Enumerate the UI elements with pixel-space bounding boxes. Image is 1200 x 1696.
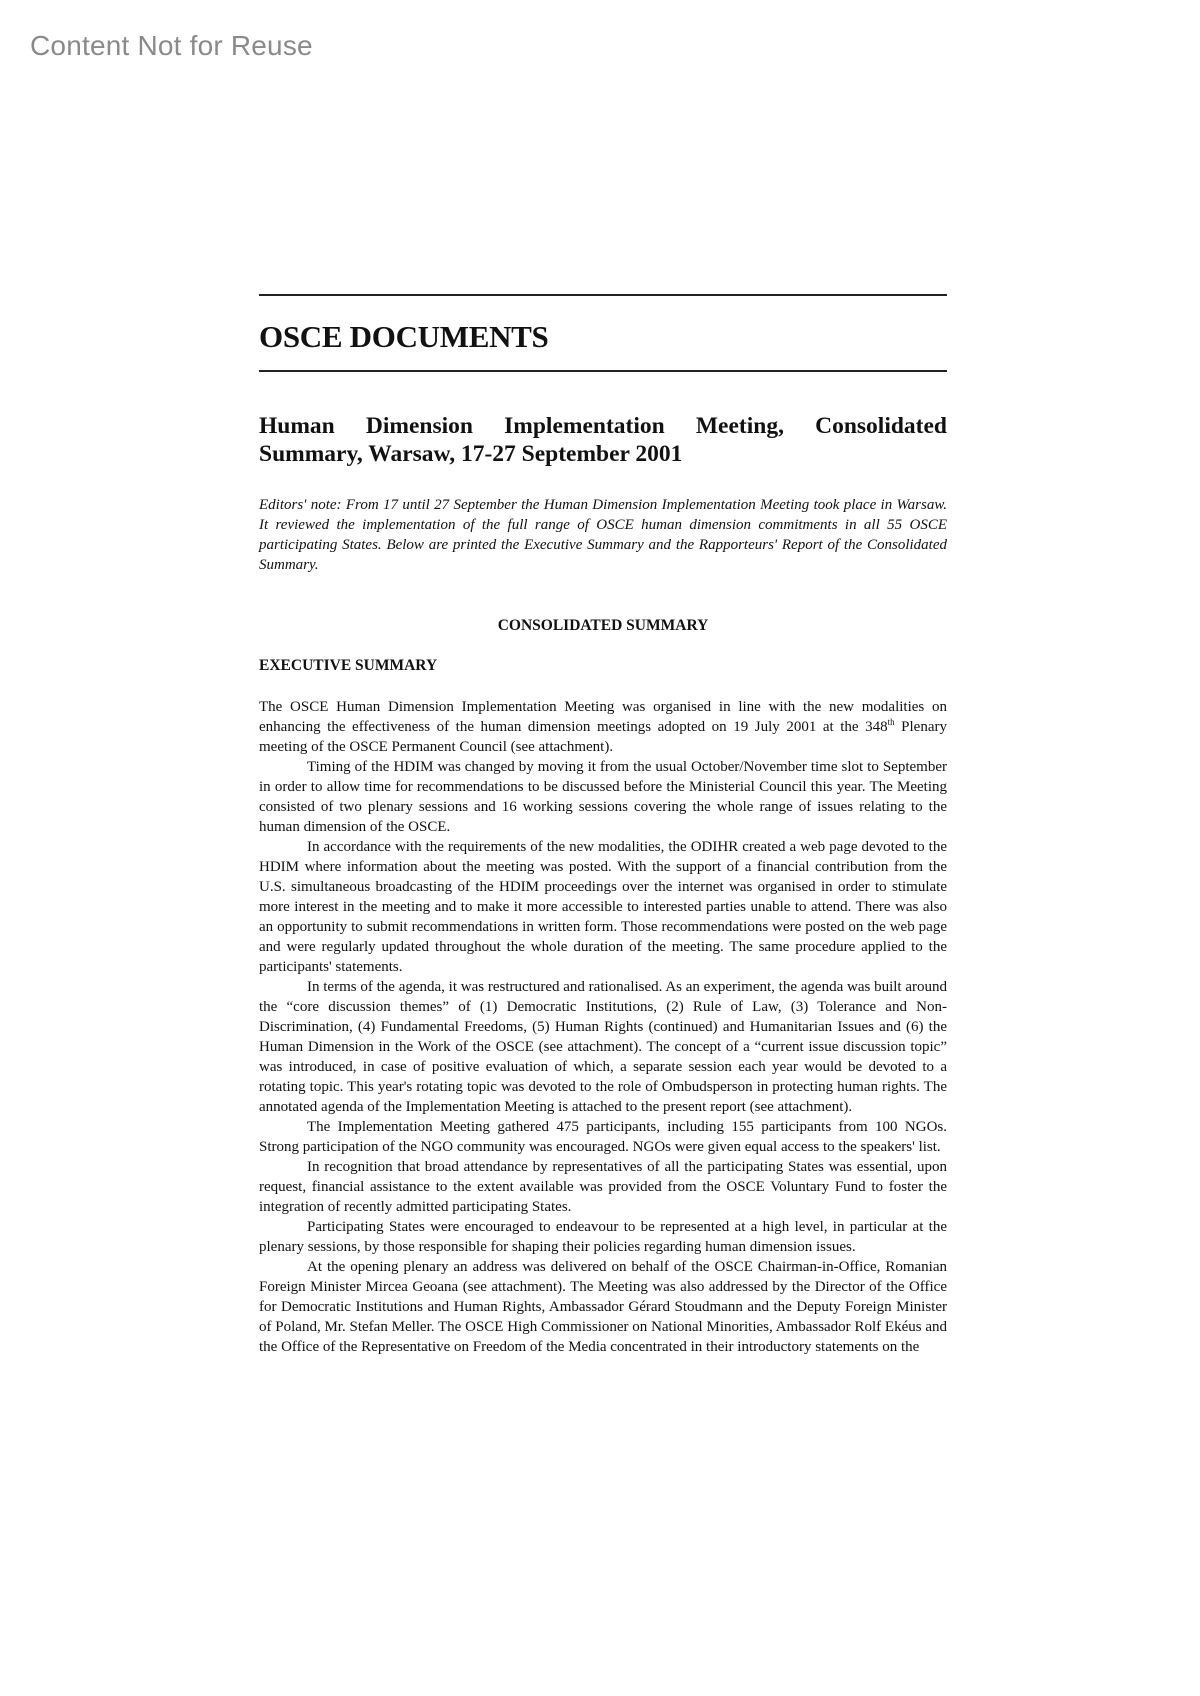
ordinal-suffix: th	[887, 717, 895, 727]
executive-summary-heading: EXECUTIVE SUMMARY	[259, 657, 438, 674]
paragraph-1	[259, 697, 947, 757]
consolidated-summary-heading: CONSOLIDATED SUMMARY	[497, 617, 709, 634]
bottom-rule	[259, 370, 947, 372]
paragraph-1-text: The OSCE Human Dimension Implementation Meeting was organised in line with the new modalities on enhancing the effectiveness of the human dimension meetings adopted on 19 July 2001 at the 348	[259, 699, 947, 735]
document-page	[259, 294, 947, 1357]
paragraph-8: At the opening plenary an address was delivered on behalf of the OSCE Chairman-in-Office, Romanian Foreign Minister Mircea Geoana (see attachment). The Meeting was also addressed by the Director of the Office for Democratic Institutions and Human Rights, Ambassador Gérard Stoudmann and the Deputy Foreign Minister of Poland, Mr. Stefan Meller. The OSCE High Commissioner on National Minorities, Ambassador Rolf Ekéus and the Office of the Representative on Freedom of the Media concentrated in their introductory statements on the	[259, 1259, 947, 1355]
section-title: OSCE DOCUMENTS	[259, 319, 549, 354]
paragraph-2: Timing of the HDIM was changed by moving it from the usual October/November time slot to September in order to allow time for recommendations to be discussed before the Ministerial Council this year. The Meeting consisted of two plenary sessions and 16 working sessions covering the whole range of issues relating to the human dimension of the OSCE.	[259, 759, 947, 835]
body-text	[259, 697, 947, 1357]
paragraph-6: In recognition that broad attendance by representatives of all the participating States was essential, upon request, financial assistance to the extent available was provided from the OSCE Voluntary Fund to foster the integration of recently admitted participating States.	[259, 1159, 947, 1215]
paragraph-7: Participating States were encouraged to endeavour to be represented at a high level, in particular at the plenary sessions, by those responsible for shaping their policies regarding human dimension issues.	[259, 1219, 947, 1255]
paragraph-3: In accordance with the requirements of the new modalities, the ODIHR created a web page devoted to the HDIM where information about the meeting was posted. With the support of a financial contribution from the U.S. simultaneous broadcasting of the HDIM proceedings over the internet was organised in order to stimulate more interest in the meeting and to make it more accessible to interested parties unable to attend. There was also an opportunity to submit recommendations in written form. Those recommendations were posted on the web page and were regularly updated throughout the whole duration of the meeting. The same procedure applied to the participants' statements.	[259, 839, 947, 975]
paragraph-5: The Implementation Meeting gathered 475 participants, including 155 participants from 100 NGOs. Strong participation of the NGO community was encouraged. NGOs were given equal access to the speakers' list.	[259, 1119, 947, 1155]
paragraph-4: In terms of the agenda, it was restructured and rationalised. As an experiment, the agenda was built around the “core discussion themes” of (1) Democratic Institutions, (2) Rule of Law, (3) Tolerance and Non-Discrimination, (4) Fundamental Freedoms, (5) Human Rights (continued) and Humanitarian Issues and (6) the Human Dimension in the Work of the OSCE (see attachment). The concept of a “current issue discussion topic” was introduced, in case of positive evaluation of which, a separate session each year would be devoted to a rotating topic. This year's rotating topic was devoted to the role of Ombudsperson in protecting human rights. The annotated agenda of the Implementation Meeting is attached to the present report (see attachment).	[259, 979, 947, 1115]
paragraph-1-text-end: Plenary meeting of the OSCE Permanent Council (see attachment).	[259, 719, 947, 755]
editors-note: Editors' note: From 17 until 27 September the Human Dimension Implementation Meeting took place in Warsaw. It reviewed the implementation of the full range of OSCE human dimension commitments in all 55 OSCE participating States. Below are printed the Executive Summary and the Rapporteurs' Report of the Consolidated Summary.	[259, 497, 947, 573]
top-rule	[259, 294, 947, 296]
watermark-text: Content Not for Reuse	[30, 30, 313, 61]
article-title: Human Dimension Implementation Meeting, Consolidated Summary, Warsaw, 17-27 September 2001	[259, 413, 947, 467]
